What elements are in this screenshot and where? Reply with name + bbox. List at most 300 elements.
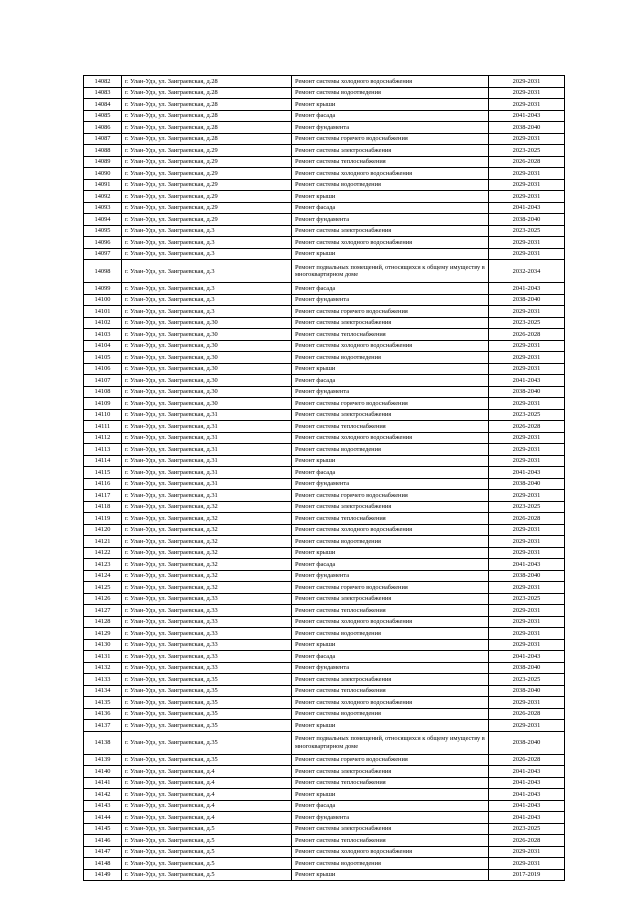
cell-work-type: Ремонт системы электроснабжения <box>292 145 489 157</box>
cell-work-type: Ремонт фасада <box>292 467 489 479</box>
cell-period: 2029-2031 <box>489 639 565 651</box>
cell-work-type: Ремонт системы теплоснабжения <box>292 605 489 617</box>
cell-period: 2023-2025 <box>489 593 565 605</box>
cell-period: 2032-2034 <box>489 260 565 283</box>
table-row <box>84 156 565 168</box>
cell-row-number: 14100 <box>84 294 122 306</box>
cell-work-type: Ремонт фасада <box>292 800 489 812</box>
cell-row-number: 14131 <box>84 651 122 663</box>
table-row <box>84 191 565 203</box>
cell-work-type: Ремонт системы водоотведения <box>292 858 489 870</box>
cell-address: г. Улан-Удэ, ул. Заиграевская, д.4 <box>122 812 292 824</box>
cell-period: 2029-2031 <box>489 697 565 709</box>
cell-row-number: 14122 <box>84 547 122 559</box>
cell-period: 2041-2043 <box>489 283 565 295</box>
cell-work-type: Ремонт фасада <box>292 559 489 571</box>
cell-period: 2041-2043 <box>489 110 565 122</box>
cell-row-number: 14102 <box>84 317 122 329</box>
cell-row-number: 14127 <box>84 605 122 617</box>
cell-address: г. Улан-Удэ, ул. Заиграевская, д.28 <box>122 99 292 111</box>
cell-address: г. Улан-Удэ, ул. Заиграевская, д.4 <box>122 789 292 801</box>
table-row <box>84 87 565 99</box>
cell-period: 2029-2031 <box>489 363 565 375</box>
table-row <box>84 76 565 88</box>
table-row <box>84 306 565 318</box>
cell-work-type: Ремонт фундамента <box>292 294 489 306</box>
cell-period: 2038-2040 <box>489 685 565 697</box>
cell-period: 2026-2028 <box>489 156 565 168</box>
table-row <box>84 846 565 858</box>
cell-row-number: 14108 <box>84 386 122 398</box>
cell-work-type: Ремонт фундамента <box>292 478 489 490</box>
cell-work-type: Ремонт системы водоотведения <box>292 536 489 548</box>
cell-work-type: Ремонт системы горячего водоснабжения <box>292 490 489 502</box>
table-row <box>84 697 565 709</box>
cell-period: 2029-2031 <box>489 352 565 364</box>
cell-address: г. Улан-Удэ, ул. Заиграевская, д.28 <box>122 87 292 99</box>
cell-work-type: Ремонт фундамента <box>292 570 489 582</box>
cell-row-number: 14085 <box>84 110 122 122</box>
cell-row-number: 14104 <box>84 340 122 352</box>
cell-work-type: Ремонт фундамента <box>292 386 489 398</box>
cell-row-number: 14145 <box>84 823 122 835</box>
cell-row-number: 14101 <box>84 306 122 318</box>
cell-address: г. Улан-Удэ, ул. Заиграевская, д.31 <box>122 467 292 479</box>
cell-address: г. Улан-Удэ, ул. Заиграевская, д.33 <box>122 662 292 674</box>
cell-period: 2041-2043 <box>489 559 565 571</box>
table-row <box>84 133 565 145</box>
cell-work-type: Ремонт фундамента <box>292 662 489 674</box>
table-row <box>84 432 565 444</box>
cell-period: 2029-2031 <box>489 87 565 99</box>
cell-row-number: 14144 <box>84 812 122 824</box>
cell-address: г. Улан-Удэ, ул. Заиграевская, д.5 <box>122 846 292 858</box>
cell-work-type: Ремонт фундамента <box>292 122 489 134</box>
cell-address: г. Улан-Удэ, ул. Заиграевская, д.4 <box>122 777 292 789</box>
cell-row-number: 14114 <box>84 455 122 467</box>
cell-address: г. Улан-Удэ, ул. Заиграевская, д.33 <box>122 605 292 617</box>
cell-period: 2017-2019 <box>489 869 565 881</box>
table-row <box>84 237 565 249</box>
cell-address: г. Улан-Удэ, ул. Заиграевская, д.32 <box>122 582 292 594</box>
cell-row-number: 14138 <box>84 731 122 754</box>
cell-work-type: Ремонт системы горячего водоснабжения <box>292 306 489 318</box>
cell-row-number: 14126 <box>84 593 122 605</box>
cell-work-type: Ремонт системы холодного водоснабжения <box>292 846 489 858</box>
cell-address: г. Улан-Удэ, ул. Заиграевская, д.35 <box>122 708 292 720</box>
cell-work-type: Ремонт системы холодного водоснабжения <box>292 168 489 180</box>
cell-row-number: 14143 <box>84 800 122 812</box>
cell-work-type: Ремонт крыши <box>292 547 489 559</box>
table-row <box>84 605 565 617</box>
cell-period: 2038-2040 <box>489 214 565 226</box>
cell-address: г. Улан-Удэ, ул. Заиграевская, д.4 <box>122 766 292 778</box>
table-row <box>84 202 565 214</box>
table-row <box>84 823 565 835</box>
cell-work-type: Ремонт системы холодного водоснабжения <box>292 697 489 709</box>
cell-work-type: Ремонт крыши <box>292 869 489 881</box>
cell-row-number: 14137 <box>84 720 122 732</box>
table-row <box>84 352 565 364</box>
cell-work-type: Ремонт системы водоотведения <box>292 179 489 191</box>
table-row <box>84 421 565 433</box>
cell-period: 2026-2028 <box>489 754 565 766</box>
cell-address: г. Улан-Удэ, ул. Заиграевская, д.3 <box>122 283 292 295</box>
cell-work-type: Ремонт фасада <box>292 202 489 214</box>
cell-work-type: Ремонт системы горячего водоснабжения <box>292 398 489 410</box>
cell-work-type: Ремонт системы электроснабжения <box>292 674 489 686</box>
cell-work-type: Ремонт системы электроснабжения <box>292 593 489 605</box>
cell-address: г. Улан-Удэ, ул. Заиграевская, д.30 <box>122 375 292 387</box>
cell-row-number: 14125 <box>84 582 122 594</box>
cell-row-number: 14103 <box>84 329 122 341</box>
cell-period: 2029-2031 <box>489 524 565 536</box>
table-row <box>84 674 565 686</box>
cell-period: 2026-2028 <box>489 329 565 341</box>
repair-schedule-table <box>83 75 565 881</box>
cell-period: 2029-2031 <box>489 237 565 249</box>
table-row <box>84 340 565 352</box>
cell-work-type: Ремонт системы горячего водоснабжения <box>292 582 489 594</box>
cell-period: 2041-2043 <box>489 651 565 663</box>
table-row <box>84 662 565 674</box>
table-row <box>84 513 565 525</box>
cell-address: г. Улан-Удэ, ул. Заиграевская, д.30 <box>122 352 292 364</box>
cell-address: г. Улан-Удэ, ул. Заиграевская, д.35 <box>122 720 292 732</box>
cell-period: 2029-2031 <box>489 306 565 318</box>
cell-address: г. Улан-Удэ, ул. Заиграевская, д.33 <box>122 593 292 605</box>
cell-period: 2041-2043 <box>489 467 565 479</box>
cell-period: 2023-2025 <box>489 674 565 686</box>
table-body <box>84 76 565 881</box>
cell-row-number: 14142 <box>84 789 122 801</box>
cell-work-type: Ремонт крыши <box>292 789 489 801</box>
table-row <box>84 122 565 134</box>
cell-work-type: Ремонт подвальных помещений, относящихся к общему имуществу в многоквартирном доме <box>292 731 489 754</box>
table-row <box>84 501 565 513</box>
cell-work-type: Ремонт фасада <box>292 651 489 663</box>
cell-address: г. Улан-Удэ, ул. Заиграевская, д.30 <box>122 340 292 352</box>
cell-address: г. Улан-Удэ, ул. Заиграевская, д.28 <box>122 110 292 122</box>
cell-address: г. Улан-Удэ, ул. Заиграевская, д.31 <box>122 432 292 444</box>
cell-work-type: Ремонт системы теплоснабжения <box>292 421 489 433</box>
table-row <box>84 490 565 502</box>
cell-work-type: Ремонт системы теплоснабжения <box>292 513 489 525</box>
cell-period: 2029-2031 <box>489 605 565 617</box>
table-row <box>84 547 565 559</box>
cell-period: 2029-2031 <box>489 547 565 559</box>
cell-row-number: 14091 <box>84 179 122 191</box>
cell-period: 2029-2031 <box>489 191 565 203</box>
cell-address: г. Улан-Удэ, ул. Заиграевская, д.35 <box>122 754 292 766</box>
cell-period: 2029-2031 <box>489 582 565 594</box>
cell-row-number: 14120 <box>84 524 122 536</box>
cell-work-type: Ремонт системы холодного водоснабжения <box>292 76 489 88</box>
cell-row-number: 14106 <box>84 363 122 375</box>
table-row <box>84 639 565 651</box>
cell-period: 2038-2040 <box>489 731 565 754</box>
table-row <box>84 766 565 778</box>
cell-period: 2023-2025 <box>489 409 565 421</box>
cell-address: г. Улан-Удэ, ул. Заиграевская, д.29 <box>122 202 292 214</box>
cell-address: г. Улан-Удэ, ул. Заиграевская, д.30 <box>122 398 292 410</box>
cell-address: г. Улан-Удэ, ул. Заиграевская, д.31 <box>122 478 292 490</box>
table-row <box>84 260 565 283</box>
table-row <box>84 685 565 697</box>
cell-row-number: 14132 <box>84 662 122 674</box>
cell-work-type: Ремонт системы водоотведения <box>292 708 489 720</box>
cell-row-number: 14112 <box>84 432 122 444</box>
cell-period: 2026-2028 <box>489 708 565 720</box>
cell-period: 2029-2031 <box>489 490 565 502</box>
cell-row-number: 14089 <box>84 156 122 168</box>
cell-period: 2038-2040 <box>489 478 565 490</box>
cell-work-type: Ремонт системы водоотведения <box>292 444 489 456</box>
table-row <box>84 777 565 789</box>
cell-row-number: 14113 <box>84 444 122 456</box>
table-row <box>84 559 565 571</box>
cell-address: г. Улан-Удэ, ул. Заиграевская, д.33 <box>122 628 292 640</box>
cell-period: 2026-2028 <box>489 421 565 433</box>
cell-work-type: Ремонт системы горячего водоснабжения <box>292 754 489 766</box>
table-row <box>84 363 565 375</box>
cell-address: г. Улан-Удэ, ул. Заиграевская, д.31 <box>122 455 292 467</box>
cell-address: г. Улан-Удэ, ул. Заиграевская, д.31 <box>122 490 292 502</box>
cell-row-number: 14115 <box>84 467 122 479</box>
cell-period: 2023-2025 <box>489 317 565 329</box>
cell-address: г. Улан-Удэ, ул. Заиграевская, д.30 <box>122 363 292 375</box>
cell-work-type: Ремонт крыши <box>292 455 489 467</box>
cell-work-type: Ремонт системы электроснабжения <box>292 317 489 329</box>
cell-work-type: Ремонт системы теплоснабжения <box>292 156 489 168</box>
cell-address: г. Улан-Удэ, ул. Заиграевская, д.32 <box>122 536 292 548</box>
cell-work-type: Ремонт системы электроснабжения <box>292 225 489 237</box>
cell-row-number: 14097 <box>84 248 122 260</box>
cell-address: г. Улан-Удэ, ул. Заиграевская, д.28 <box>122 76 292 88</box>
table-row <box>84 283 565 295</box>
cell-work-type: Ремонт системы теплоснабжения <box>292 835 489 847</box>
cell-period: 2029-2031 <box>489 133 565 145</box>
cell-work-type: Ремонт крыши <box>292 191 489 203</box>
cell-work-type: Ремонт системы электроснабжения <box>292 501 489 513</box>
table-row <box>84 754 565 766</box>
cell-address: г. Улан-Удэ, ул. Заиграевская, д.29 <box>122 156 292 168</box>
cell-address: г. Улан-Удэ, ул. Заиграевская, д.33 <box>122 639 292 651</box>
cell-work-type: Ремонт системы холодного водоснабжения <box>292 237 489 249</box>
cell-address: г. Улан-Удэ, ул. Заиграевская, д.31 <box>122 421 292 433</box>
cell-address: г. Улан-Удэ, ул. Заиграевская, д.5 <box>122 858 292 870</box>
cell-work-type: Ремонт крыши <box>292 363 489 375</box>
table-row <box>84 386 565 398</box>
cell-period: 2041-2043 <box>489 766 565 778</box>
cell-address: г. Улан-Удэ, ул. Заиграевская, д.32 <box>122 513 292 525</box>
cell-address: г. Улан-Удэ, ул. Заиграевская, д.32 <box>122 559 292 571</box>
cell-row-number: 14136 <box>84 708 122 720</box>
table-row <box>84 651 565 663</box>
cell-address: г. Улан-Удэ, ул. Заиграевская, д.35 <box>122 674 292 686</box>
cell-row-number: 14140 <box>84 766 122 778</box>
cell-address: г. Улан-Удэ, ул. Заиграевская, д.29 <box>122 145 292 157</box>
table-row <box>84 524 565 536</box>
cell-address: г. Улан-Удэ, ул. Заиграевская, д.28 <box>122 133 292 145</box>
table-row <box>84 467 565 479</box>
cell-address: г. Улан-Удэ, ул. Заиграевская, д.31 <box>122 444 292 456</box>
cell-row-number: 14116 <box>84 478 122 490</box>
cell-period: 2023-2025 <box>489 145 565 157</box>
table-row <box>84 455 565 467</box>
cell-period: 2029-2031 <box>489 248 565 260</box>
cell-row-number: 14096 <box>84 237 122 249</box>
cell-period: 2029-2031 <box>489 432 565 444</box>
cell-address: г. Улан-Удэ, ул. Заиграевская, д.32 <box>122 570 292 582</box>
cell-address: г. Улан-Удэ, ул. Заиграевская, д.35 <box>122 731 292 754</box>
cell-address: г. Улан-Удэ, ул. Заиграевская, д.32 <box>122 547 292 559</box>
cell-work-type: Ремонт системы горячего водоснабжения <box>292 133 489 145</box>
table-row <box>84 375 565 387</box>
cell-row-number: 14099 <box>84 283 122 295</box>
cell-address: г. Улан-Удэ, ул. Заиграевская, д.3 <box>122 237 292 249</box>
cell-row-number: 14082 <box>84 76 122 88</box>
cell-work-type: Ремонт системы электроснабжения <box>292 823 489 835</box>
cell-address: г. Улан-Удэ, ул. Заиграевская, д.3 <box>122 260 292 283</box>
cell-address: г. Улан-Удэ, ул. Заиграевская, д.4 <box>122 800 292 812</box>
cell-period: 2029-2031 <box>489 99 565 111</box>
cell-period: 2029-2031 <box>489 628 565 640</box>
table-row <box>84 869 565 881</box>
cell-row-number: 14109 <box>84 398 122 410</box>
cell-row-number: 14139 <box>84 754 122 766</box>
cell-row-number: 14083 <box>84 87 122 99</box>
cell-period: 2029-2031 <box>489 179 565 191</box>
cell-period: 2023-2025 <box>489 501 565 513</box>
cell-address: г. Улан-Удэ, ул. Заиграевская, д.32 <box>122 501 292 513</box>
cell-period: 2029-2031 <box>489 536 565 548</box>
cell-row-number: 14147 <box>84 846 122 858</box>
cell-period: 2029-2031 <box>489 858 565 870</box>
table-row <box>84 145 565 157</box>
table-row <box>84 478 565 490</box>
cell-row-number: 14124 <box>84 570 122 582</box>
table-row <box>84 800 565 812</box>
cell-address: г. Улан-Удэ, ул. Заиграевская, д.29 <box>122 191 292 203</box>
table-row <box>84 536 565 548</box>
cell-row-number: 14141 <box>84 777 122 789</box>
cell-address: г. Улан-Удэ, ул. Заиграевская, д.29 <box>122 168 292 180</box>
cell-work-type: Ремонт системы водоотведения <box>292 352 489 364</box>
cell-row-number: 14107 <box>84 375 122 387</box>
cell-address: г. Улан-Удэ, ул. Заиграевская, д.33 <box>122 616 292 628</box>
cell-address: г. Улан-Удэ, ул. Заиграевская, д.29 <box>122 214 292 226</box>
cell-address: г. Улан-Удэ, ул. Заиграевская, д.5 <box>122 869 292 881</box>
cell-period: 2041-2043 <box>489 800 565 812</box>
cell-row-number: 14105 <box>84 352 122 364</box>
cell-row-number: 14092 <box>84 191 122 203</box>
cell-period: 2038-2040 <box>489 662 565 674</box>
table-row <box>84 570 565 582</box>
cell-period: 2041-2043 <box>489 375 565 387</box>
cell-row-number: 14133 <box>84 674 122 686</box>
table-row <box>84 731 565 754</box>
cell-row-number: 14095 <box>84 225 122 237</box>
table-row <box>84 616 565 628</box>
cell-work-type: Ремонт крыши <box>292 248 489 260</box>
table-row <box>84 168 565 180</box>
cell-address: г. Улан-Удэ, ул. Заиграевская, д.3 <box>122 294 292 306</box>
table-row <box>84 812 565 824</box>
cell-period: 2029-2031 <box>489 444 565 456</box>
cell-work-type: Ремонт подвальных помещений, относящихся к общему имуществу в многоквартирном доме <box>292 260 489 283</box>
cell-row-number: 14098 <box>84 260 122 283</box>
cell-address: г. Улан-Удэ, ул. Заиграевская, д.30 <box>122 317 292 329</box>
cell-row-number: 14135 <box>84 697 122 709</box>
cell-address: г. Улан-Удэ, ул. Заиграевская, д.32 <box>122 524 292 536</box>
cell-period: 2029-2031 <box>489 340 565 352</box>
cell-work-type: Ремонт системы теплоснабжения <box>292 777 489 789</box>
cell-address: г. Улан-Удэ, ул. Заиграевская, д.3 <box>122 248 292 260</box>
cell-row-number: 14110 <box>84 409 122 421</box>
table-row <box>84 720 565 732</box>
table-row <box>84 835 565 847</box>
cell-work-type: Ремонт системы водоотведения <box>292 628 489 640</box>
cell-row-number: 14119 <box>84 513 122 525</box>
cell-row-number: 14130 <box>84 639 122 651</box>
cell-address: г. Улан-Удэ, ул. Заиграевская, д.3 <box>122 225 292 237</box>
cell-period: 2038-2040 <box>489 294 565 306</box>
cell-row-number: 14118 <box>84 501 122 513</box>
cell-period: 2029-2031 <box>489 168 565 180</box>
cell-row-number: 14146 <box>84 835 122 847</box>
cell-work-type: Ремонт фасада <box>292 283 489 295</box>
cell-row-number: 14117 <box>84 490 122 502</box>
cell-row-number: 14123 <box>84 559 122 571</box>
cell-work-type: Ремонт системы холодного водоснабжения <box>292 432 489 444</box>
cell-work-type: Ремонт системы холодного водоснабжения <box>292 616 489 628</box>
table-row <box>84 99 565 111</box>
cell-period: 2029-2031 <box>489 398 565 410</box>
cell-period: 2041-2043 <box>489 789 565 801</box>
cell-row-number: 14134 <box>84 685 122 697</box>
cell-period: 2029-2031 <box>489 76 565 88</box>
table-row <box>84 225 565 237</box>
cell-address: г. Улан-Удэ, ул. Заиграевская, д.28 <box>122 122 292 134</box>
table-row <box>84 628 565 640</box>
cell-address: г. Улан-Удэ, ул. Заиграевская, д.29 <box>122 179 292 191</box>
cell-work-type: Ремонт системы теплоснабжения <box>292 685 489 697</box>
table-row <box>84 582 565 594</box>
cell-row-number: 14086 <box>84 122 122 134</box>
table-row <box>84 110 565 122</box>
table-row <box>84 317 565 329</box>
cell-address: г. Улан-Удэ, ул. Заиграевская, д.35 <box>122 697 292 709</box>
cell-row-number: 14087 <box>84 133 122 145</box>
table-row <box>84 248 565 260</box>
cell-work-type: Ремонт фасада <box>292 110 489 122</box>
cell-work-type: Ремонт системы теплоснабжения <box>292 329 489 341</box>
table-row <box>84 444 565 456</box>
cell-row-number: 14129 <box>84 628 122 640</box>
cell-address: г. Улан-Удэ, ул. Заиграевская, д.31 <box>122 409 292 421</box>
cell-row-number: 14121 <box>84 536 122 548</box>
cell-work-type: Ремонт системы холодного водоснабжения <box>292 524 489 536</box>
cell-row-number: 14090 <box>84 168 122 180</box>
table-row <box>84 593 565 605</box>
cell-period: 2041-2043 <box>489 812 565 824</box>
cell-address: г. Улан-Удэ, ул. Заиграевская, д.3 <box>122 306 292 318</box>
cell-row-number: 14094 <box>84 214 122 226</box>
cell-work-type: Ремонт системы водоотведения <box>292 87 489 99</box>
cell-period: 2023-2025 <box>489 823 565 835</box>
table-row <box>84 214 565 226</box>
